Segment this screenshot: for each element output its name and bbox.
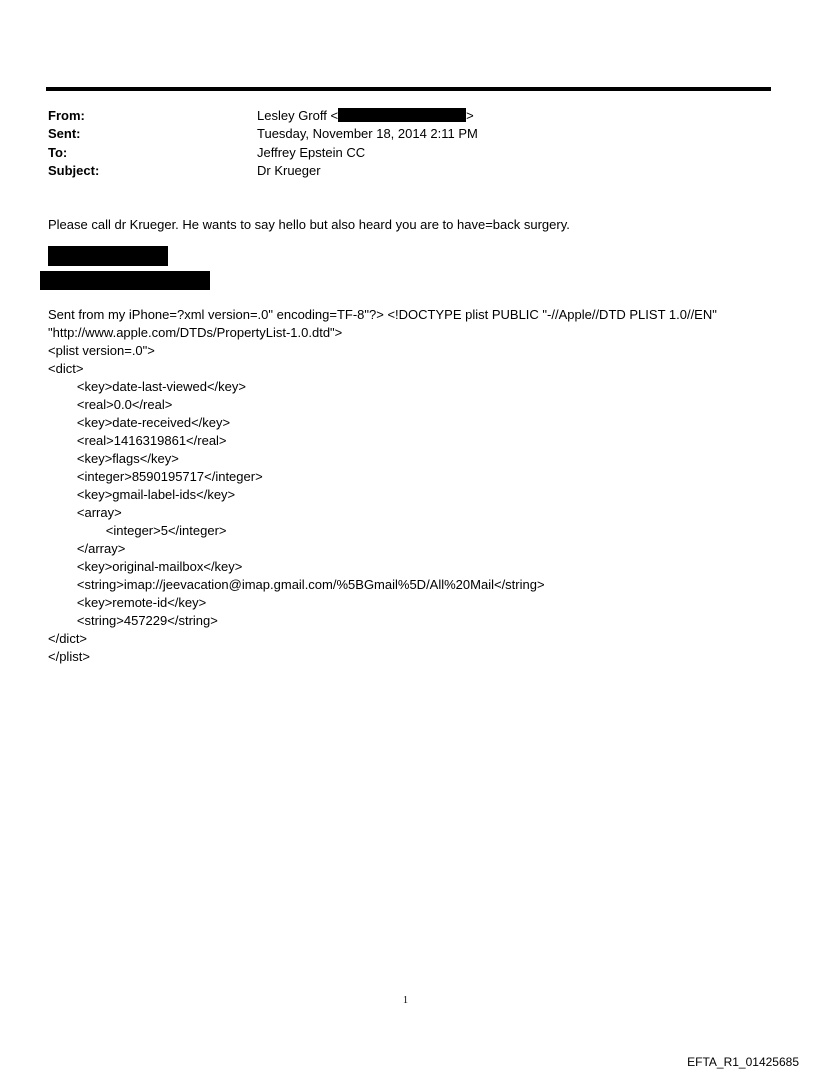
to-value: Jeffrey Epstein CC [257, 145, 366, 160]
plist-line: Sent from my iPhone=?xml version=.0" encoding=TF-8"?> <!DOCTYPE plist PUBLIC "-//Apple//DTD PLIST 1.0//EN" [48, 307, 717, 322]
sent-label: Sent: [48, 126, 81, 141]
plist-line: <string>457229</string> [48, 613, 218, 628]
subject-value: Dr Krueger [257, 163, 321, 178]
plist-line: <integer>5</integer> [48, 523, 227, 538]
subject-label: Subject: [48, 163, 100, 178]
message-text: Please call dr Krueger. He wants to say hello but also heard you are to have=back surgery. [48, 217, 570, 232]
redaction-bar [338, 108, 466, 122]
plist-line: </plist> [48, 649, 90, 664]
plist-line: <key>date-received</key> [48, 415, 231, 430]
plist-line: <plist version=.0"> [48, 343, 155, 358]
from-value [257, 107, 474, 125]
redaction-bar [48, 246, 168, 266]
plist-line: <string>imap://jeevacation@imap.gmail.com/%5BGmail%5D/All%20Mail</string> [48, 577, 545, 592]
plist-line: <key>gmail-label-ids</key> [48, 487, 236, 502]
plist-line: <dict> [48, 361, 84, 376]
from-close: > [466, 108, 474, 123]
document-id: EFTA_R1_01425685 [687, 1055, 799, 1069]
plist-line: </dict> [48, 631, 88, 646]
page-number: 1 [403, 995, 408, 1006]
plist-line: <integer>8590195717</integer> [48, 469, 263, 484]
sent-value: Tuesday, November 18, 2014 2:11 PM [257, 126, 478, 141]
from-label: From: [48, 108, 85, 123]
plist-line: <key>original-mailbox</key> [48, 559, 243, 574]
plist-line: <array> [48, 505, 122, 520]
plist-line: <key>date-last-viewed</key> [48, 379, 246, 394]
plist-line: <key>remote-id</key> [48, 595, 207, 610]
plist-line: </array> [48, 541, 126, 556]
from-name: Lesley Groff < [257, 108, 339, 123]
redaction-bar [40, 271, 210, 290]
plist-line: <real>1416319861</real> [48, 433, 227, 448]
plist-line: <key>flags</key> [48, 451, 179, 466]
to-label: To: [48, 145, 68, 160]
plist-line: <real>0.0</real> [48, 397, 173, 412]
plist-line: "http://www.apple.com/DTDs/PropertyList-1.0.dtd"> [48, 325, 343, 340]
header-rule [46, 87, 771, 91]
